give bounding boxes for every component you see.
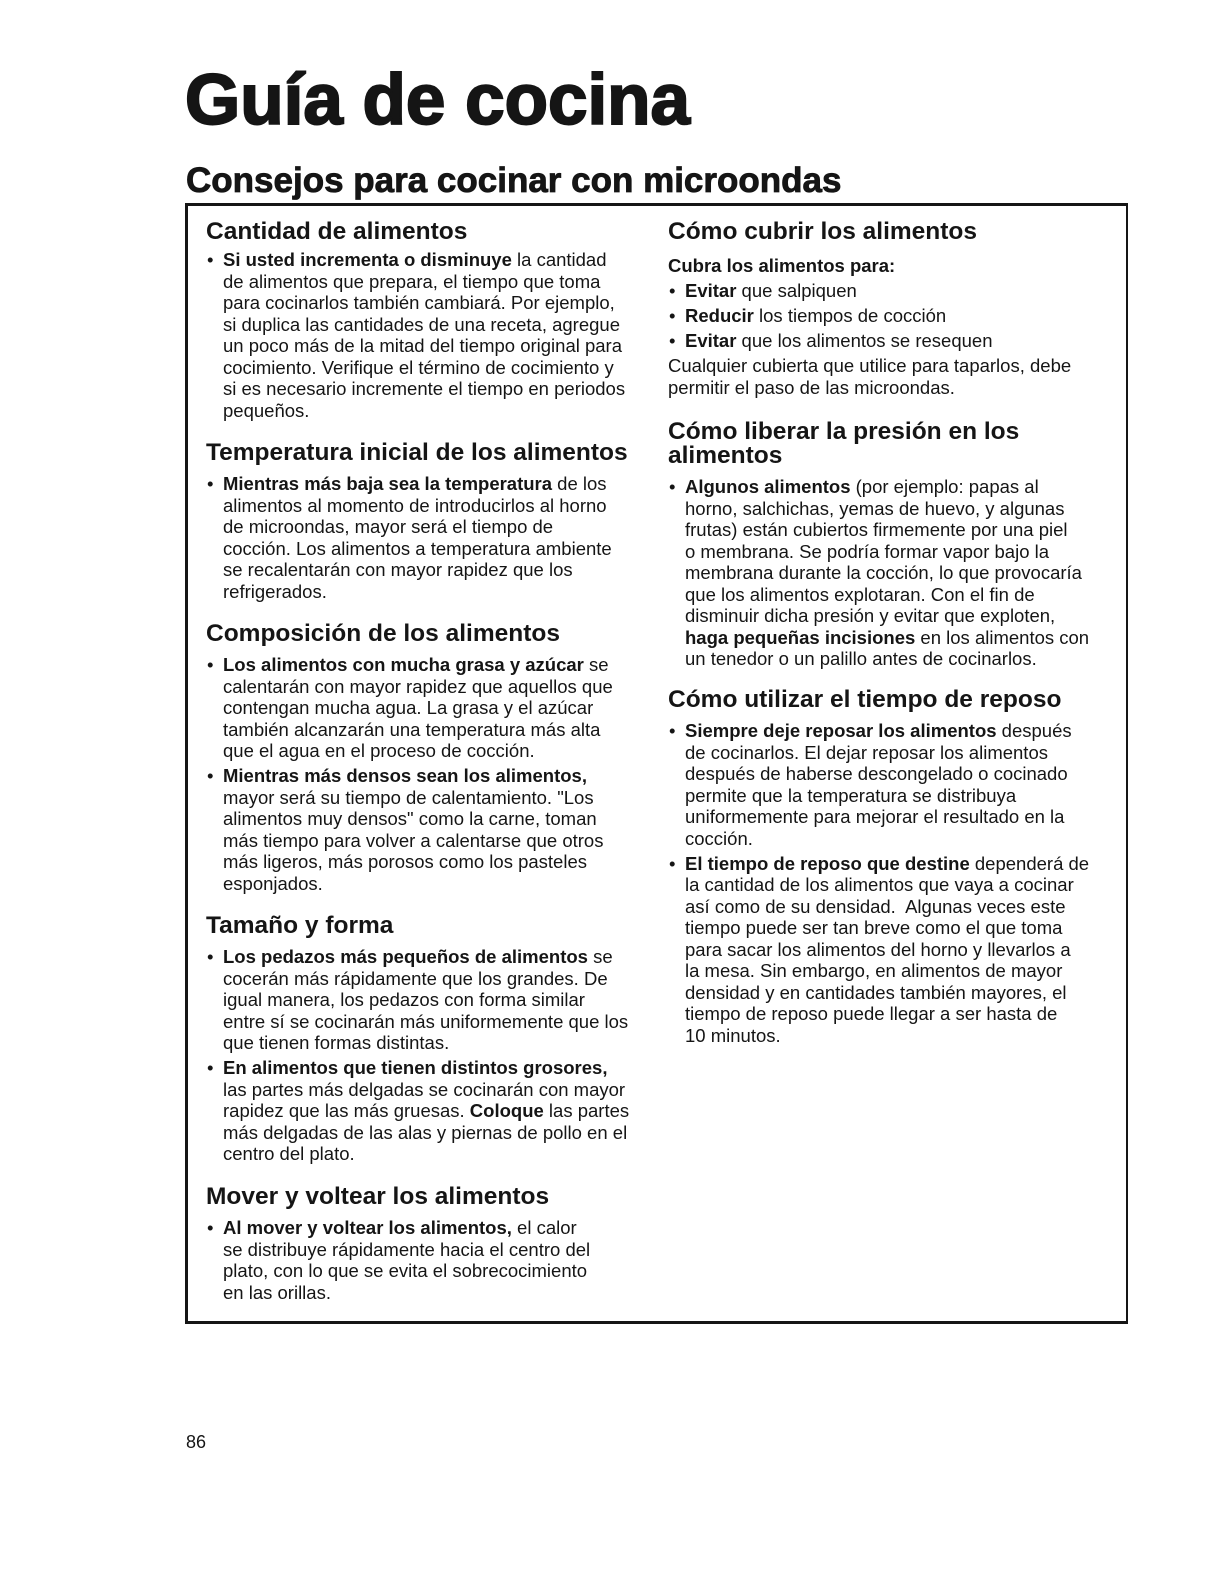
text-line — [685, 785, 1108, 807]
text-run: más tiempo para volver a calentarse que otros — [223, 829, 604, 851]
text-line — [223, 1143, 646, 1165]
text-run: cocerán más rápidamente que los grandes. De — [223, 967, 608, 989]
text-line — [668, 377, 1108, 399]
bullet-icon — [669, 476, 675, 498]
bullet-item — [206, 654, 646, 762]
bullet-icon — [669, 330, 675, 352]
text-run: en las orillas. — [223, 1281, 331, 1303]
bold-text: Algunos alimentos — [685, 476, 851, 497]
bold-text: El tiempo de reposo que destine — [685, 852, 970, 874]
text-run: uniformemente para mejorar el resultado en la — [685, 806, 1065, 827]
text-run: después de haberse descongelado o cocinado — [685, 763, 1068, 784]
text-run: que salpiquen — [736, 280, 857, 301]
text-line — [223, 1122, 646, 1144]
text-line — [685, 960, 1108, 982]
bold-text: Evitar — [685, 330, 737, 351]
left-column — [206, 0, 646, 1573]
bold-text: Siempre deje reposar los alimentos — [685, 720, 997, 741]
text-line — [223, 1100, 646, 1122]
text-run: un tenedor o un palillo antes de cocinarlos. — [685, 648, 1037, 669]
text-line — [223, 851, 646, 873]
text-line — [223, 516, 646, 538]
bullet-icon — [669, 280, 675, 302]
text-run: en los alimentos con — [915, 626, 1090, 648]
text-run: centro del plato. — [223, 1143, 355, 1164]
text-run: permite que la temperatura se distribuya — [685, 784, 1017, 806]
text-line — [685, 763, 1108, 785]
section-heading-line: Cómo liberar la presión en los — [668, 418, 1020, 445]
text-line — [223, 473, 646, 495]
text-line — [685, 562, 1108, 584]
text-line — [223, 1011, 646, 1033]
text-line — [223, 830, 646, 852]
text-line — [685, 853, 1108, 875]
text-run: también alcanzarán una temperatura más alta — [223, 718, 601, 740]
section-heading — [668, 688, 1108, 712]
bold-text: Cubra los alimentos para: — [668, 255, 896, 276]
text-run: se — [587, 946, 613, 967]
text-run: densidad y en cantidades también mayores, el — [685, 981, 1067, 1003]
bullet-item — [668, 720, 1108, 849]
text-line — [685, 896, 1108, 918]
bold-text: Evitar — [685, 280, 737, 301]
text-line — [223, 740, 646, 762]
text-line — [685, 982, 1108, 1004]
text-line — [685, 280, 1108, 302]
text-run: la cantidad de los alimentos que vaya a cocinar — [685, 874, 1074, 895]
text-line — [223, 495, 646, 517]
text-run: refrigerados. — [223, 580, 327, 602]
bullet-icon — [207, 1057, 213, 1079]
section-heading-line: Mover y voltear los alimentos — [206, 1183, 550, 1210]
section-heading — [206, 914, 646, 938]
section-heading — [206, 220, 646, 244]
text-line — [223, 357, 646, 379]
text-line — [223, 873, 646, 895]
section-composicion — [206, 622, 646, 894]
text-line — [223, 1057, 646, 1079]
text-line — [223, 697, 646, 719]
text-line — [685, 648, 1108, 670]
text-line — [685, 330, 1108, 352]
text-line — [223, 581, 646, 603]
text-line — [223, 1282, 646, 1304]
section-como-liberar-presion — [668, 420, 1108, 670]
text-line — [223, 1260, 646, 1282]
section-heading — [668, 220, 1108, 244]
text-line — [223, 314, 646, 336]
section-tamano-y-forma — [206, 914, 646, 1165]
text-run: que los alimentos explotaran. Con el fin de — [685, 583, 1035, 605]
text-line — [685, 498, 1108, 520]
bullet-item — [668, 280, 1108, 302]
text-line — [685, 305, 1108, 327]
text-line — [223, 1217, 646, 1239]
text-run: tiempo puede ser tan breve como el que toma — [685, 917, 1063, 938]
text-run: más ligeros, más porosos como los pasteles — [223, 851, 587, 872]
text-line — [685, 1025, 1108, 1047]
section-heading-line: alimentos — [668, 442, 783, 469]
page-title: Guía de cocina — [185, 61, 691, 140]
bold-text: Los alimentos con mucha grasa y azúcar — [223, 654, 584, 675]
text-run: si es necesario incremente el tiempo en periodos — [223, 378, 626, 399]
bullet-item — [668, 305, 1108, 327]
text-line — [223, 676, 646, 698]
text-line — [685, 627, 1108, 649]
bullet-icon — [207, 473, 213, 495]
text-run: plato, con lo que se evita el sobrecocimiento — [223, 1260, 588, 1281]
text-run: contengan mucha agua. La grasa y el azúcar — [223, 697, 594, 718]
text-run: la cantidad — [511, 249, 607, 270]
text-line — [223, 808, 646, 830]
section-temperatura-inicial — [206, 441, 646, 602]
text-run: entre sí se cocinarán más uniformemente que los — [223, 1010, 629, 1032]
text-run: de los — [552, 473, 607, 494]
section-heading-line: Cómo utilizar el tiempo de reposo — [668, 686, 1062, 713]
section-heading-line: Tamaño y forma — [206, 912, 394, 939]
bullet-icon — [207, 765, 213, 787]
text-run: se distribuye rápidamente hacia el centro del — [223, 1238, 591, 1260]
section-como-cubrir — [668, 220, 1108, 398]
text-line — [223, 335, 646, 357]
text-line — [685, 519, 1108, 541]
text-run: que el agua en el proceso de cocción. — [223, 740, 535, 761]
text-line — [223, 719, 646, 741]
text-line — [223, 1079, 646, 1101]
text-run: disminuir dicha presión y evitar que exploten, — [685, 605, 1056, 626]
paragraph — [668, 255, 1108, 277]
text-line — [223, 378, 646, 400]
text-run: se — [583, 654, 609, 675]
text-run: calentarán con mayor rapidez que aquellos que — [223, 675, 613, 697]
text-line — [223, 654, 646, 676]
bold-text: En alimentos que tienen distintos grosores, — [223, 1057, 608, 1078]
text-line — [685, 939, 1108, 961]
text-run: de microondas, mayor será el tiempo de — [223, 516, 554, 537]
text-run: rapidez que las más gruesas. — [223, 1100, 470, 1121]
text-run: después — [996, 720, 1072, 741]
text-line — [223, 400, 646, 422]
section-heading-line: Cantidad de alimentos — [206, 218, 468, 245]
text-run: (por ejemplo: papas al — [850, 476, 1039, 497]
section-mover-y-voltear — [206, 1185, 646, 1303]
text-line — [685, 742, 1108, 764]
section-heading-line: Temperatura inicial de los alimentos — [206, 439, 628, 466]
text-run: mayor será su tiempo de calentamiento. "Los — [223, 786, 594, 808]
text-line — [685, 1003, 1108, 1025]
bold-text: Reducir — [685, 305, 754, 326]
bullet-icon — [207, 654, 213, 676]
text-line — [223, 249, 646, 271]
bold-text: Los pedazos más pequeños de alimentos — [223, 946, 588, 967]
text-line — [668, 255, 1108, 277]
text-line — [685, 584, 1108, 606]
text-run: cocción. Los alimentos a temperatura ambiente — [223, 537, 612, 559]
section-cantidad-de-alimentos — [206, 220, 646, 421]
text-line — [685, 720, 1108, 742]
text-run: alimentos al momento de introducirlos al horno — [223, 494, 607, 516]
bullet-item — [206, 473, 646, 602]
text-line — [223, 1239, 646, 1261]
text-line — [685, 828, 1108, 850]
text-run: membrana durante la cocción, lo que provocaría — [685, 562, 1082, 583]
text-run: de alimentos que prepara, el tiempo que toma — [223, 270, 601, 292]
bullet-icon — [207, 249, 213, 271]
text-run: pequeños. — [223, 399, 310, 421]
bullet-item — [206, 765, 646, 894]
text-run: alimentos muy densos" como la carne, toman — [223, 808, 597, 829]
text-run: más delgadas de las alas y piernas de pollo en el — [223, 1121, 628, 1143]
section-heading — [206, 1185, 646, 1209]
bullet-item — [206, 249, 646, 421]
text-line — [223, 968, 646, 990]
bullet-item — [206, 946, 646, 1054]
text-run: dependerá de — [969, 852, 1090, 874]
text-run: para sacar los alimentos del horno y llevarlos a — [685, 938, 1071, 960]
text-line — [223, 559, 646, 581]
text-run: así como de su densidad. Algunas veces este — [685, 895, 1066, 917]
text-line — [223, 787, 646, 809]
bullet-icon — [207, 1217, 213, 1239]
text-run: horno, salchichas, yemas de huevo, y algunas — [685, 497, 1065, 519]
bold-text: haga pequeñas incisiones — [685, 626, 916, 648]
text-line — [223, 1032, 646, 1054]
section-heading — [206, 622, 646, 646]
text-run: si duplica las cantidades de una receta, agregue — [223, 313, 620, 335]
bold-text: Si usted incrementa o disminuye — [223, 249, 512, 270]
text-run: permitir el paso de las microondas. — [668, 376, 955, 398]
section-heading — [668, 420, 1108, 468]
bold-text: Coloque — [469, 1100, 544, 1121]
page-subtitle: Consejos para cocinar con microondas — [186, 161, 842, 200]
text-run: el calor — [511, 1217, 577, 1238]
section-heading-line: Composición de los alimentos — [206, 620, 560, 647]
bold-text: Mientras más densos sean los alimentos, — [223, 765, 587, 786]
text-line — [685, 476, 1108, 498]
text-run: cocción. — [685, 827, 753, 849]
text-line — [223, 946, 646, 968]
text-run: la mesa. Sin embargo, en alimentos de mayor — [685, 960, 1063, 981]
text-run: que tienen formas distintas. — [223, 1032, 450, 1053]
text-run: Cualquier cubierta que utilice para taparlos, debe — [668, 355, 1072, 376]
bold-text: Al mover y voltear los alimentos, — [223, 1217, 512, 1238]
bullet-item — [206, 1057, 646, 1165]
text-run: los tiempos de cocción — [753, 305, 947, 326]
bullet-icon — [207, 946, 213, 968]
bullet-icon — [669, 305, 675, 327]
text-line — [685, 605, 1108, 627]
text-line — [685, 541, 1108, 563]
text-run: o membrana. Se podría formar vapor bajo la — [685, 540, 1050, 562]
text-run: de cocinarlos. El dejar reposar los alimentos — [685, 741, 1048, 763]
text-run: que los alimentos se resequen — [736, 330, 993, 351]
bullet-item — [668, 476, 1108, 670]
text-line — [685, 917, 1108, 939]
text-line — [223, 989, 646, 1011]
text-line — [223, 765, 646, 787]
bullet-icon — [669, 720, 675, 742]
bullet-item — [668, 853, 1108, 1047]
section-heading-line: Cómo cubrir los alimentos — [668, 218, 978, 245]
text-line — [223, 271, 646, 293]
text-run: cocimiento. Verifique el término de cocimiento y — [223, 356, 614, 378]
text-run: las partes — [543, 1100, 630, 1121]
text-run: esponjados. — [223, 872, 323, 894]
text-run: para cocinarlos también cambiará. Por ejemplo, — [223, 292, 615, 313]
page-number: 86 — [186, 1432, 207, 1452]
text-line — [668, 355, 1108, 377]
section-tiempo-de-reposo — [668, 688, 1108, 1046]
bullet-item — [668, 330, 1108, 352]
text-run: un poco más de la mitad del tiempo original para — [223, 335, 623, 356]
text-run: igual manera, los pedazos con forma similar — [223, 989, 585, 1010]
text-run: se recalentarán con mayor rapidez que los — [223, 559, 573, 580]
text-run: frutas) están cubiertos firmemente por una piel — [685, 519, 1068, 540]
right-column — [668, 0, 1108, 1573]
text-run: 10 minutos. — [685, 1024, 781, 1046]
text-run: las partes más delgadas se cocinarán con mayor — [223, 1078, 626, 1100]
text-run: tiempo de reposo puede llegar a ser hasta de — [685, 1003, 1058, 1024]
text-line — [685, 874, 1108, 896]
text-line — [685, 806, 1108, 828]
text-line — [223, 538, 646, 560]
bullet-icon — [669, 853, 675, 875]
bold-text: Mientras más baja sea la temperatura — [223, 473, 553, 494]
text-line — [223, 292, 646, 314]
section-heading — [206, 441, 646, 465]
bullet-item — [206, 1217, 646, 1303]
paragraph — [668, 355, 1108, 398]
